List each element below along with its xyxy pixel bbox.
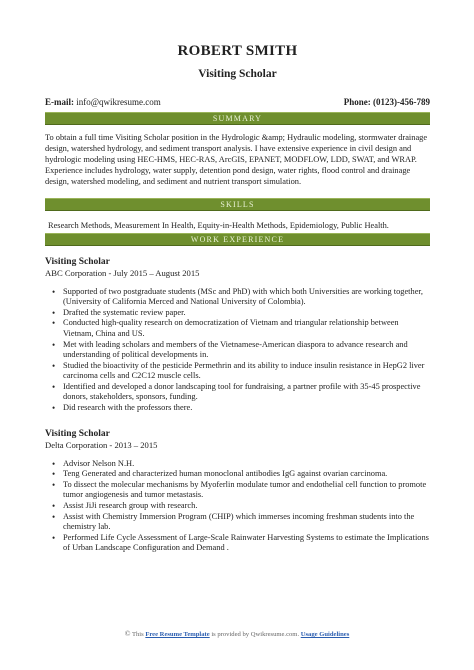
contact-row <box>45 97 430 108</box>
job-entry <box>45 256 430 414</box>
list-item: • Identified and developed a donor landscaping tool for fundraising, a partner profile with 35-45 prospective donors, stakeholders, sponsors, funding. <box>63 382 430 403</box>
list-item: • Performed Life Cycle Assessment of Large-Scale Rainwater Harvesting Systems to estimate the Implications of Urban Landscape Configuration and Demand . <box>63 533 430 554</box>
list-item: • Assist JiJi research group with research. <box>63 501 430 512</box>
list-item: • Teng Generated and characterized human monoclonal antibodies IgG against ovarian carcinoma. <box>63 469 430 480</box>
job-bullets <box>45 287 430 414</box>
list-item: • Did research with the professors there. <box>63 403 430 414</box>
job-bullets <box>45 459 430 554</box>
phone-block <box>344 97 430 108</box>
free-resume-template-link[interactable]: Free Resume Template <box>145 631 210 638</box>
footer-site: Qwikresume.com <box>250 631 298 638</box>
list-item: • Supported of two postgraduate students (MSc and PhD) with which both Universities are working together, (University of California Merced and National University of Colombia). <box>63 287 430 308</box>
email-label: E-mail: <box>45 97 74 107</box>
candidate-title: Visiting Scholar <box>198 68 277 80</box>
candidate-name: ROBERT SMITH <box>177 43 298 59</box>
phone-value: (0123)-456-789 <box>373 97 430 107</box>
summary-heading: SUMMARY <box>45 112 430 125</box>
list-item: • Met with leading scholars and members of the Vietnamese-American diaspora to advance research and understanding of political developments in. <box>63 340 430 361</box>
work-experience-heading: WORK EXPERIENCE <box>45 233 430 246</box>
page-footer: © This Free Resume Template is provided by Qwikresume.com. Usage Guidelines <box>124 629 350 638</box>
email-value[interactable]: info@qwikresume.com <box>76 97 161 107</box>
footer-text-this: This <box>131 631 144 638</box>
footer-text-provided: is provided by <box>211 631 250 638</box>
copyright-symbol: © <box>124 629 131 638</box>
skills-heading: SKILLS <box>45 198 430 211</box>
list-item: • To dissect the molecular mechanisms by Myoferlin modulate tumor and endothelial cell function to promote tumor angiogenesis and tumor metastasis. <box>63 480 430 501</box>
skills-text: Research Methods, Measurement In Health, Equity-in-Health Methods, Epidemiology, Public Health. <box>48 220 389 230</box>
job-company-dates: Delta Corporation - 2013 – 2015 <box>45 439 158 450</box>
summary-text: To obtain a full time Visiting Scholar position in the Hydrologic &amp; Hydraulic modeling, stormwater drainage design, watershed hydrology, and sediment transport analysis. I have extensive experience in civil design and hydrologic modeling using HEC-HMS, HEC-RAS, ArcGIS, EPANET, MODFLOW, LDD, SWAT, and WRAP. Experience includes hydrology, water supply, detention pond design, water rights, flood control and drainage design, watershed modeling, and sediment and nutrient transport simulation. <box>45 133 428 186</box>
list-item: • Assist with Chemistry Immersion Program (CHIP) which immerses incoming freshman students into the chemistry lab. <box>63 512 430 533</box>
job-title: Visiting Scholar <box>45 256 110 267</box>
list-item: • Drafted the systematic review paper. <box>63 308 430 319</box>
job-title: Visiting Scholar <box>45 428 110 439</box>
phone-label: Phone: <box>343 97 371 107</box>
usage-guidelines-link[interactable]: Usage Guidelines <box>300 631 350 638</box>
list-item: • Conducted high-quality research on democratization of Vietnam and triangular relationship between Vietnam, China and US. <box>63 318 430 339</box>
job-company-dates: ABC Corporation - July 2015 – August 2015 <box>45 267 200 278</box>
list-item: • Advisor Nelson N.H. <box>63 459 430 470</box>
job-entry <box>45 428 430 554</box>
list-item: • Studied the bioactivity of the pesticide Permethrin and its ability to induce insulin resistance in HepG2 liver carcinoma cells and C2C12 muscle cells. <box>63 361 430 382</box>
email-block <box>45 97 161 108</box>
